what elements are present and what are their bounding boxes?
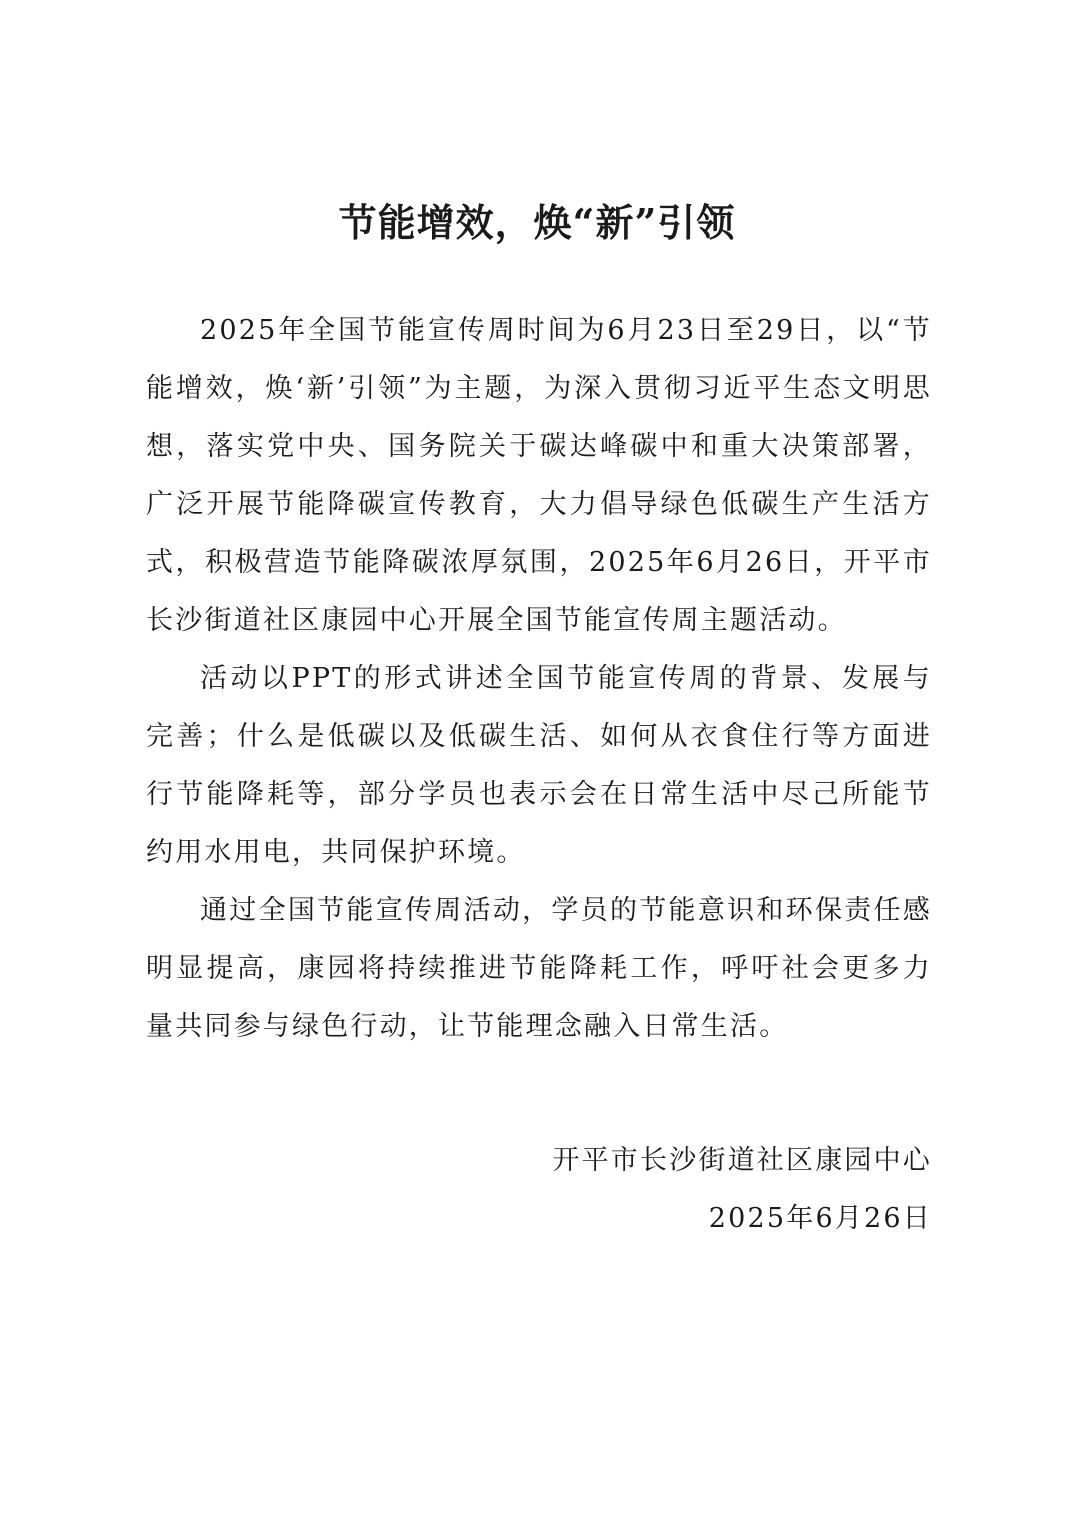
paragraph-1: 2025年全国节能宣传周时间为6月23日至29日，以“节能增效，焕‘新’引领”为主题，为深入贯彻习近平生态文明思想，落实党中央、国务院关于碳达峰碳中和重大决策部署，广泛开展节能降碳宣传教育，大力倡导绿色低碳生产生活方式，积极营造节能降碳浓厚氛围，2025年6月26日，开平市长沙街道社区康园中心开展全国节能宣传周主题活动。 bbox=[146, 315, 932, 636]
document-body bbox=[146, 302, 932, 1056]
signature-date: 2025年6月26日 bbox=[708, 1203, 932, 1234]
signature-organization: 开平市长沙街道社区康园中心 bbox=[552, 1145, 932, 1176]
paragraph-2: 活动以PPT的形式讲述全国节能宣传周的背景、发展与完善；什么是低碳以及低碳生活、如何从衣食住行等方面进行节能降耗等，部分学员也表示会在日常生活中尽己所能节约用水用电，共同保护环境。 bbox=[146, 663, 932, 868]
paragraph-3: 通过全国节能宣传周活动，学员的节能意识和环保责任感明显提高，康园将持续推进节能降耗工作，呼吁社会更多力量共同参与绿色行动，让节能理念融入日常生活。 bbox=[146, 895, 932, 1042]
document-title: 节能增效，焕“新”引领 bbox=[338, 200, 736, 245]
signature-block bbox=[552, 1132, 932, 1248]
